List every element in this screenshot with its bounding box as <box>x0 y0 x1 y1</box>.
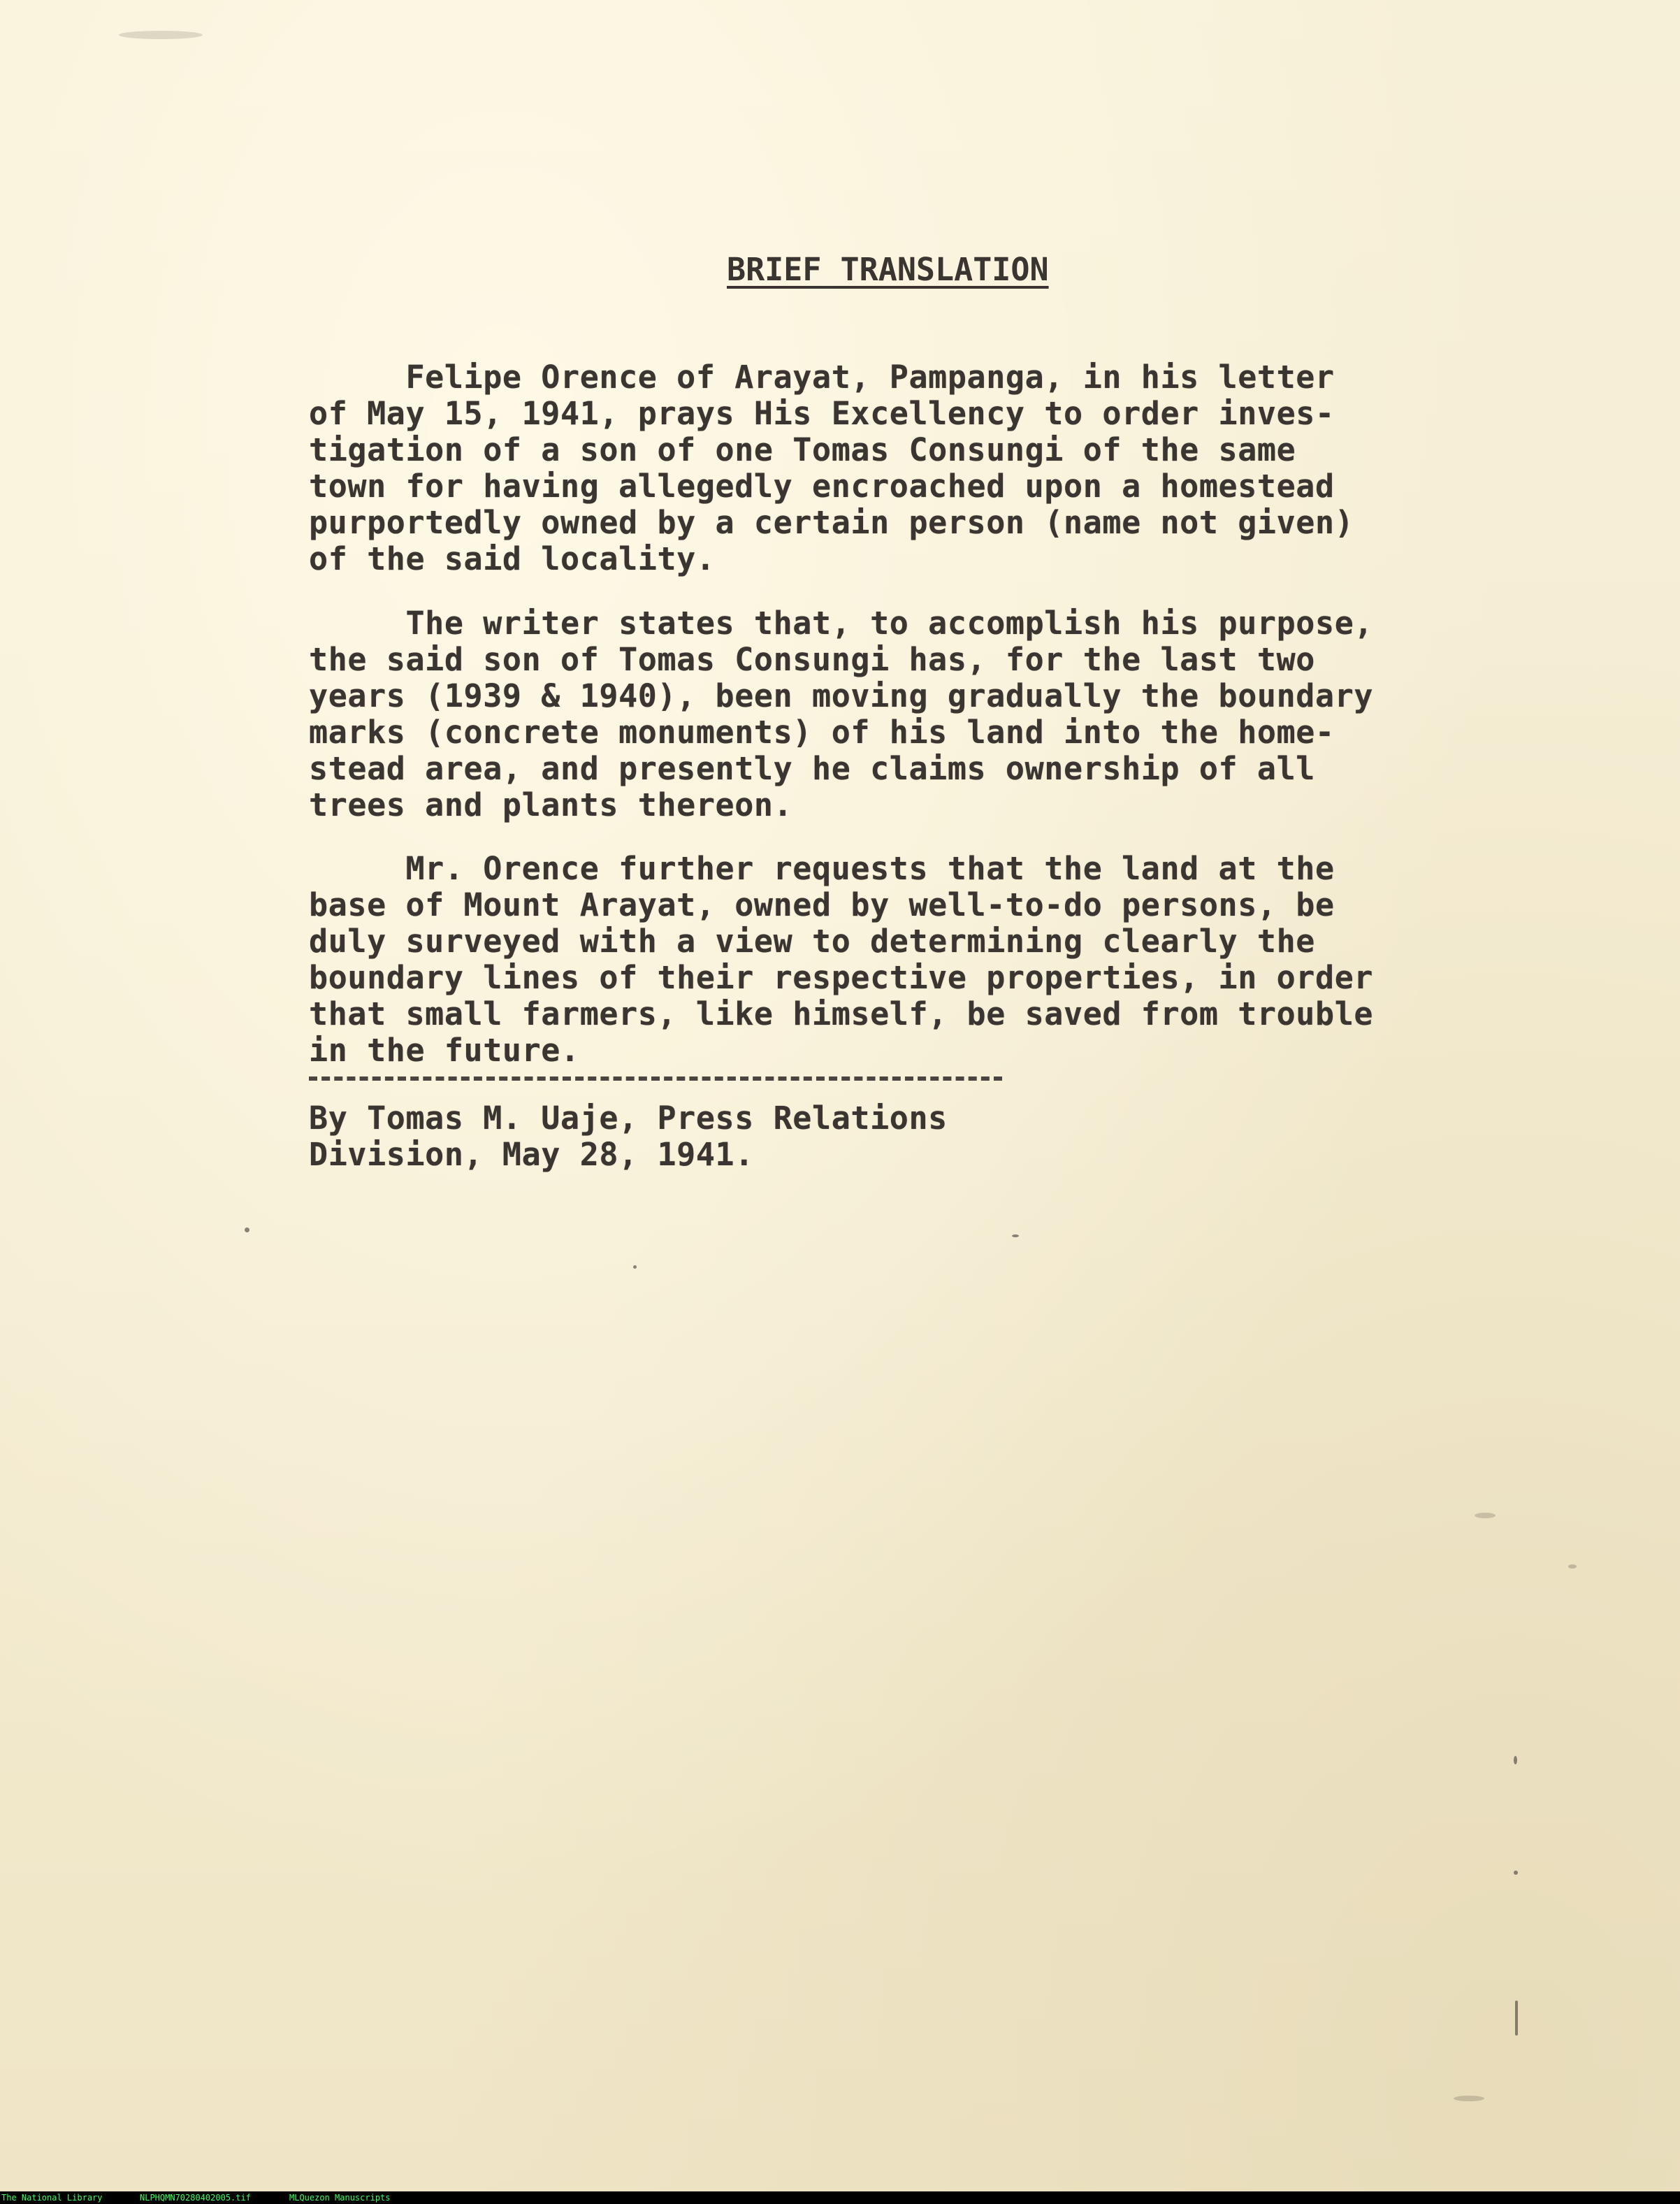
text-line: stead area, and presently he claims ownership of all <box>309 750 1315 787</box>
text-line: purportedly owned by a certain person (name not given) <box>309 504 1354 541</box>
signature-block <box>309 1100 948 1173</box>
paper-speck <box>1515 2001 1518 2036</box>
text-line: duly surveyed with a view to determining clearly the <box>309 923 1315 960</box>
signature-line: By Tomas M. Uaje, Press Relations <box>309 1100 948 1137</box>
paragraph-1 <box>309 359 1354 577</box>
paper-speck <box>1568 1564 1577 1569</box>
paper-speck <box>1514 1756 1517 1764</box>
footer-file: NLPHQMN70280402005.tif <box>140 2193 251 2203</box>
paper-speck <box>633 1265 637 1269</box>
text-line: base of Mount Arayat, owned by well-to-do persons, be <box>309 886 1335 923</box>
text-line: Mr. Orence further requests that the land at the <box>309 850 1335 887</box>
text-line: tigation of a son of one Tomas Consungi of the same <box>309 431 1296 468</box>
text-line: of May 15, 1941, prays His Excellency to order inves- <box>309 395 1335 432</box>
document-title: BRIEF TRANSLATION <box>727 251 1049 288</box>
text-line: Felipe Orence of Arayat, Pampanga, in his letter <box>309 359 1335 396</box>
text-line: trees and plants thereon. <box>309 786 793 823</box>
signature-line: Division, May 28, 1941. <box>309 1136 754 1173</box>
paper-speck <box>1012 1234 1019 1237</box>
footer-library: The National Library <box>1 2193 103 2203</box>
paper-speck <box>119 31 203 39</box>
dashed-separator <box>309 1076 1002 1081</box>
paper-speck <box>245 1227 249 1232</box>
paragraph-3 <box>309 851 1373 1069</box>
text-line: the said son of Tomas Consungi has, for the last two <box>309 641 1315 678</box>
text-line: that small farmers, like himself, be saved from trouble <box>309 995 1374 1032</box>
paper-speck <box>1454 2096 1484 2101</box>
footer-collection: MLQuezon Manuscripts <box>289 2193 391 2203</box>
text-line: years (1939 & 1940), been moving gradually the boundary <box>309 677 1374 714</box>
text-line: of the said locality. <box>309 540 716 577</box>
paper-speck <box>1514 1871 1518 1875</box>
text-line: town for having allegedly encroached upon a homestead <box>309 468 1335 505</box>
paragraph-2 <box>309 605 1373 823</box>
text-line: marks (concrete monuments) of his land into the home- <box>309 714 1335 751</box>
text-line: in the future. <box>309 1032 580 1069</box>
text-line: The writer states that, to accomplish his purpose, <box>309 605 1374 642</box>
archive-footer <box>0 2191 1680 2204</box>
text-line: boundary lines of their respective properties, in order <box>309 959 1374 996</box>
paper-speck <box>1475 1513 1496 1518</box>
